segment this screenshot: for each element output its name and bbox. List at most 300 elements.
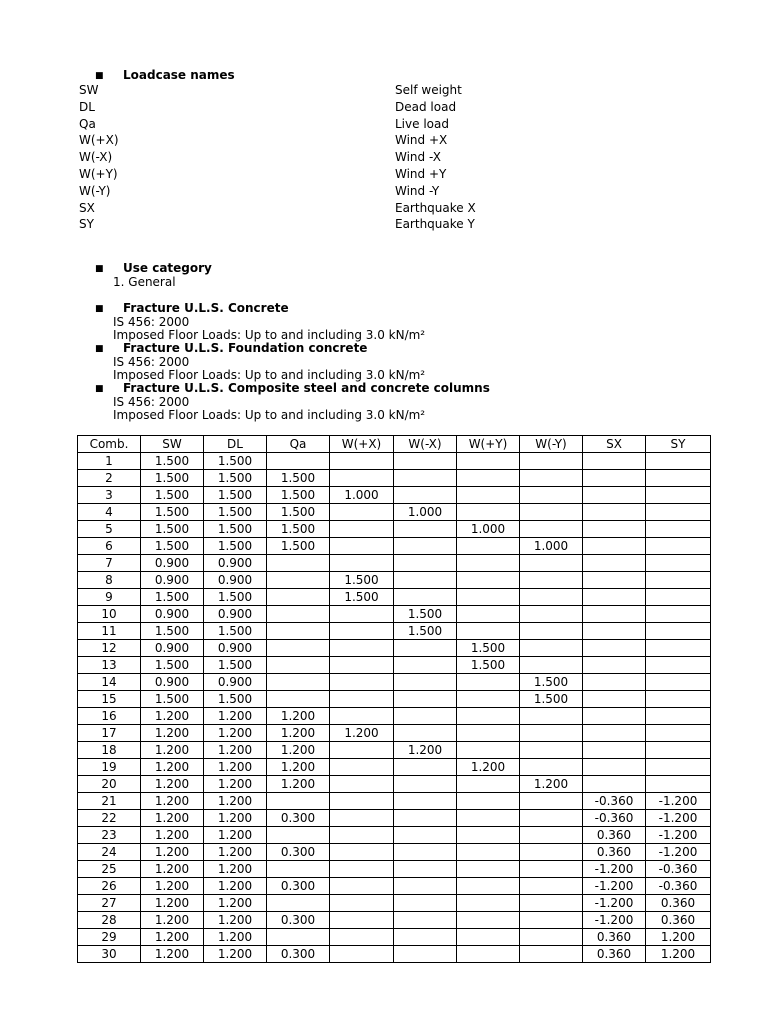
table-cell — [267, 606, 330, 623]
table-cell — [394, 793, 457, 810]
table-row — [78, 810, 711, 827]
table-cell — [457, 827, 520, 844]
table-cell — [520, 912, 583, 929]
table-cell: 1.500 — [204, 504, 267, 521]
loadcase-heading: Loadcase names — [123, 68, 235, 82]
table-cell — [520, 810, 583, 827]
table-cell: 27 — [78, 895, 141, 912]
table-cell — [520, 861, 583, 878]
table-cell: 0.900 — [141, 640, 204, 657]
table-row — [78, 793, 711, 810]
table-cell — [330, 470, 394, 487]
table-cell: 1.200 — [141, 912, 204, 929]
table-cell — [267, 640, 330, 657]
table-cell — [330, 504, 394, 521]
table-row — [78, 861, 711, 878]
table-cell: 1.200 — [141, 946, 204, 963]
table-cell — [457, 538, 520, 555]
table-cell: 1.500 — [204, 589, 267, 606]
design-code: IS 456: 2000 — [113, 395, 190, 409]
table-cell — [457, 844, 520, 861]
table-cell — [330, 521, 394, 538]
table-cell — [267, 691, 330, 708]
table-cell: 1.500 — [394, 606, 457, 623]
table-cell — [646, 487, 711, 504]
table-cell: -1.200 — [583, 895, 646, 912]
table-cell — [583, 453, 646, 470]
table-cell — [267, 895, 330, 912]
table-cell: 0.900 — [204, 606, 267, 623]
table-cell — [457, 895, 520, 912]
table-cell: 1.500 — [204, 691, 267, 708]
table-cell — [330, 623, 394, 640]
table-cell — [646, 606, 711, 623]
table-cell — [394, 759, 457, 776]
loadcase-code: W(+X) — [79, 133, 119, 148]
table-cell: 24 — [78, 844, 141, 861]
table-cell — [520, 725, 583, 742]
table-row — [78, 912, 711, 929]
table-row — [78, 691, 711, 708]
table-cell — [330, 759, 394, 776]
table-cell — [330, 708, 394, 725]
table-cell: 1.500 — [267, 521, 330, 538]
table-cell — [583, 487, 646, 504]
column-header: SY — [646, 436, 711, 453]
table-cell: 17 — [78, 725, 141, 742]
table-cell: 1.500 — [141, 657, 204, 674]
table-cell — [583, 691, 646, 708]
table-cell: 1.200 — [141, 861, 204, 878]
table-cell — [457, 589, 520, 606]
table-row — [78, 487, 711, 504]
table-cell — [520, 521, 583, 538]
table-cell: 26 — [78, 878, 141, 895]
table-cell: 1.500 — [141, 691, 204, 708]
table-cell: 1.500 — [141, 538, 204, 555]
table-cell — [457, 504, 520, 521]
table-cell — [457, 708, 520, 725]
table-cell — [646, 708, 711, 725]
column-header: W(+Y) — [457, 436, 520, 453]
table-cell — [520, 844, 583, 861]
table-cell — [394, 725, 457, 742]
table-cell: 1.200 — [204, 759, 267, 776]
table-cell: 1.200 — [204, 725, 267, 742]
table-cell — [520, 793, 583, 810]
table-cell: 28 — [78, 912, 141, 929]
table-cell — [330, 861, 394, 878]
table-row — [78, 708, 711, 725]
table-cell — [646, 657, 711, 674]
table-cell: 1.500 — [520, 674, 583, 691]
table-cell: -1.200 — [646, 793, 711, 810]
table-cell — [267, 861, 330, 878]
table-row — [78, 657, 711, 674]
table-cell — [457, 555, 520, 572]
table-cell: 1.200 — [141, 810, 204, 827]
table-cell: 1.200 — [141, 793, 204, 810]
imposed-load-note: Imposed Floor Loads: Up to and including 3.0 kN/m² — [113, 408, 426, 422]
table-cell: 1.200 — [204, 810, 267, 827]
table-cell: 0.360 — [583, 827, 646, 844]
table-row — [78, 589, 711, 606]
table-cell: 0.900 — [141, 606, 204, 623]
table-cell: 1 — [78, 453, 141, 470]
table-row — [78, 759, 711, 776]
column-header: Qa — [267, 436, 330, 453]
table-cell — [457, 912, 520, 929]
table-cell: 1.500 — [267, 504, 330, 521]
table-cell: 1.000 — [457, 521, 520, 538]
table-cell: 1.200 — [267, 708, 330, 725]
table-cell — [394, 674, 457, 691]
table-cell — [583, 725, 646, 742]
loadcase-code: SW — [79, 83, 99, 97]
table-cell: 1.200 — [267, 759, 330, 776]
table-cell — [457, 878, 520, 895]
table-cell: 1.500 — [141, 487, 204, 504]
table-cell — [583, 657, 646, 674]
table-cell: 1.500 — [204, 521, 267, 538]
table-row — [78, 844, 711, 861]
table-cell: -1.200 — [646, 844, 711, 861]
table-row — [78, 895, 711, 912]
table-cell — [583, 640, 646, 657]
table-cell — [267, 657, 330, 674]
table-cell: 1.200 — [204, 878, 267, 895]
table-cell: 0.900 — [141, 555, 204, 572]
table-cell — [457, 725, 520, 742]
loadcase-name: Earthquake X — [395, 200, 476, 215]
table-cell — [457, 742, 520, 759]
table-cell — [394, 810, 457, 827]
table-cell — [330, 827, 394, 844]
table-cell: 1.200 — [204, 793, 267, 810]
loadcase-code: Qa — [79, 116, 96, 131]
table-cell — [583, 521, 646, 538]
table-cell — [394, 470, 457, 487]
table-cell — [520, 572, 583, 589]
table-cell: 9 — [78, 589, 141, 606]
table-cell — [330, 810, 394, 827]
table-cell — [394, 555, 457, 572]
table-cell — [646, 623, 711, 640]
table-cell: 1.200 — [646, 929, 711, 946]
table-cell — [583, 759, 646, 776]
table-cell — [394, 861, 457, 878]
table-cell: 1.500 — [204, 470, 267, 487]
table-row — [78, 946, 711, 963]
table-cell — [394, 538, 457, 555]
table-cell — [267, 589, 330, 606]
imposed-load-note: Imposed Floor Loads: Up to and including 3.0 kN/m² — [113, 368, 426, 382]
table-cell — [520, 895, 583, 912]
table-cell: 1.500 — [394, 623, 457, 640]
table-row — [78, 521, 711, 538]
table-cell — [457, 674, 520, 691]
design-code: IS 456: 2000 — [113, 315, 190, 329]
table-cell — [457, 776, 520, 793]
table-cell: 25 — [78, 861, 141, 878]
table-row — [78, 555, 711, 572]
column-header: W(-Y) — [520, 436, 583, 453]
table-cell: -1.200 — [646, 810, 711, 827]
bullet-icon: ■ — [95, 344, 104, 354]
use-category-heading: Use category — [123, 261, 212, 275]
table-cell — [330, 674, 394, 691]
table-cell — [646, 521, 711, 538]
table-cell: 18 — [78, 742, 141, 759]
design-code: IS 456: 2000 — [113, 355, 190, 369]
table-cell: 11 — [78, 623, 141, 640]
table-cell — [646, 776, 711, 793]
table-cell: 14 — [78, 674, 141, 691]
table-cell — [330, 929, 394, 946]
table-row — [78, 929, 711, 946]
load-combination-table — [77, 435, 711, 963]
table-header-row — [78, 436, 711, 453]
table-cell: 1.500 — [141, 504, 204, 521]
table-cell: 1.200 — [394, 742, 457, 759]
table-cell — [394, 708, 457, 725]
table-cell — [330, 657, 394, 674]
bullet-icon: ■ — [95, 384, 104, 394]
table-cell: -0.360 — [583, 793, 646, 810]
table-cell: 1.500 — [267, 538, 330, 555]
table-cell — [583, 776, 646, 793]
table-cell — [646, 555, 711, 572]
table-cell — [646, 725, 711, 742]
table-cell — [457, 861, 520, 878]
table-cell: 1.500 — [520, 691, 583, 708]
table-cell: 1.500 — [457, 657, 520, 674]
table-cell — [394, 487, 457, 504]
table-cell — [330, 555, 394, 572]
table-cell: 1.200 — [141, 895, 204, 912]
table-cell — [330, 793, 394, 810]
bullet-icon: ■ — [95, 264, 104, 274]
table-cell — [646, 759, 711, 776]
fracture-heading: Fracture U.L.S. Concrete — [123, 301, 289, 315]
table-cell — [457, 487, 520, 504]
table-cell — [267, 623, 330, 640]
table-cell: 15 — [78, 691, 141, 708]
table-cell — [520, 623, 583, 640]
loadcase-name: Dead load — [395, 99, 457, 114]
loadcase-code: DL — [79, 99, 95, 114]
table-cell — [394, 589, 457, 606]
table-cell — [520, 606, 583, 623]
table-cell — [520, 453, 583, 470]
table-cell: 7 — [78, 555, 141, 572]
table-cell — [520, 827, 583, 844]
table-cell: 1.500 — [267, 470, 330, 487]
table-cell — [394, 827, 457, 844]
table-cell — [394, 776, 457, 793]
table-cell — [457, 929, 520, 946]
table-cell: 1.200 — [646, 946, 711, 963]
loadcase-name: Wind -X — [395, 150, 441, 165]
table-cell — [520, 589, 583, 606]
use-category-value: 1. General — [113, 275, 176, 289]
column-header: SW — [141, 436, 204, 453]
table-cell — [646, 674, 711, 691]
loadcase-name: Live load — [395, 116, 449, 131]
table-cell — [583, 504, 646, 521]
table-cell: 1.200 — [204, 861, 267, 878]
table-cell: 30 — [78, 946, 141, 963]
table-cell: 12 — [78, 640, 141, 657]
table-row — [78, 640, 711, 657]
table-cell — [583, 623, 646, 640]
table-cell — [330, 453, 394, 470]
table-cell — [583, 742, 646, 759]
table-cell: 1.200 — [204, 708, 267, 725]
table-cell: -0.360 — [646, 861, 711, 878]
table-row — [78, 470, 711, 487]
table-cell — [267, 572, 330, 589]
loadcase-name: Wind -Y — [395, 183, 440, 198]
table-cell — [267, 453, 330, 470]
table-cell — [330, 946, 394, 963]
table-cell: 0.300 — [267, 844, 330, 861]
loadcase-code: W(-Y) — [79, 183, 111, 198]
table-cell: 1.500 — [141, 453, 204, 470]
table-cell: 1.500 — [204, 453, 267, 470]
table-cell: 16 — [78, 708, 141, 725]
table-cell: 1.200 — [330, 725, 394, 742]
table-cell: 0.300 — [267, 946, 330, 963]
bullet-icon: ■ — [95, 304, 104, 314]
table-cell: 0.900 — [141, 572, 204, 589]
table-cell: 10 — [78, 606, 141, 623]
table-row — [78, 504, 711, 521]
table-cell — [520, 487, 583, 504]
loadcase-code: SY — [79, 217, 94, 232]
table-cell — [457, 453, 520, 470]
table-cell — [457, 606, 520, 623]
table-cell — [583, 538, 646, 555]
table-cell — [646, 640, 711, 657]
table-cell — [457, 623, 520, 640]
table-cell: 2 — [78, 470, 141, 487]
table-cell — [646, 691, 711, 708]
table-cell — [330, 606, 394, 623]
table-cell — [267, 674, 330, 691]
table-cell — [457, 691, 520, 708]
table-cell — [520, 555, 583, 572]
table-cell: 1.200 — [267, 776, 330, 793]
table-cell — [583, 708, 646, 725]
table-cell: 1.500 — [141, 589, 204, 606]
table-cell: 29 — [78, 929, 141, 946]
table-cell: 19 — [78, 759, 141, 776]
table-cell — [583, 606, 646, 623]
table-cell — [330, 640, 394, 657]
table-cell: 1.200 — [204, 742, 267, 759]
table-cell — [520, 878, 583, 895]
loadcase-name: Wind +Y — [395, 167, 447, 181]
table-cell: 1.200 — [141, 759, 204, 776]
table-cell — [646, 589, 711, 606]
table-cell: 0.900 — [204, 555, 267, 572]
table-cell: 1.500 — [204, 657, 267, 674]
table-cell — [394, 946, 457, 963]
table-cell — [646, 572, 711, 589]
table-cell: 1.200 — [204, 895, 267, 912]
table-cell — [583, 470, 646, 487]
table-cell: 1.500 — [141, 470, 204, 487]
table-cell — [394, 929, 457, 946]
table-cell: 0.900 — [204, 572, 267, 589]
table-cell: -1.200 — [583, 861, 646, 878]
table-row — [78, 742, 711, 759]
table-cell — [330, 776, 394, 793]
table-cell — [583, 674, 646, 691]
column-header: W(+X) — [330, 436, 394, 453]
table-cell — [394, 895, 457, 912]
table-cell — [646, 453, 711, 470]
table-cell — [457, 810, 520, 827]
table-row — [78, 674, 711, 691]
table-cell: 0.300 — [267, 878, 330, 895]
table-cell: 1.000 — [520, 538, 583, 555]
table-cell: 1.200 — [141, 742, 204, 759]
table-cell — [457, 572, 520, 589]
table-cell — [330, 538, 394, 555]
table-cell: 1.200 — [141, 844, 204, 861]
table-cell — [330, 895, 394, 912]
loadcase-code: SX — [79, 200, 95, 215]
table-cell — [394, 521, 457, 538]
table-cell — [394, 453, 457, 470]
table-cell — [394, 657, 457, 674]
table-cell — [394, 844, 457, 861]
table-row — [78, 878, 711, 895]
table-cell: 0.300 — [267, 810, 330, 827]
table-cell — [583, 589, 646, 606]
column-header: DL — [204, 436, 267, 453]
table-cell: 1.500 — [204, 538, 267, 555]
table-cell: 1.200 — [204, 929, 267, 946]
imposed-load-note: Imposed Floor Loads: Up to and including 3.0 kN/m² — [113, 328, 426, 342]
table-cell: 1.200 — [204, 776, 267, 793]
loadcase-name: Self weight — [395, 83, 462, 97]
table-cell — [394, 572, 457, 589]
table-cell: 1.500 — [330, 572, 394, 589]
table-cell — [394, 912, 457, 929]
table-cell: 5 — [78, 521, 141, 538]
table-cell: 21 — [78, 793, 141, 810]
table-cell: 13 — [78, 657, 141, 674]
table-cell — [330, 844, 394, 861]
table-cell — [520, 657, 583, 674]
table-row — [78, 623, 711, 640]
table-cell — [457, 470, 520, 487]
table-cell: 1.200 — [204, 946, 267, 963]
table-cell: 1.200 — [520, 776, 583, 793]
table-cell: -0.360 — [583, 810, 646, 827]
table-cell: 1.200 — [204, 827, 267, 844]
table-cell — [394, 640, 457, 657]
table-cell: 1.200 — [204, 912, 267, 929]
table-cell: 0.360 — [646, 895, 711, 912]
table-cell: 0.360 — [583, 844, 646, 861]
table-row — [78, 572, 711, 589]
table-cell — [330, 691, 394, 708]
table-cell: 0.360 — [583, 929, 646, 946]
